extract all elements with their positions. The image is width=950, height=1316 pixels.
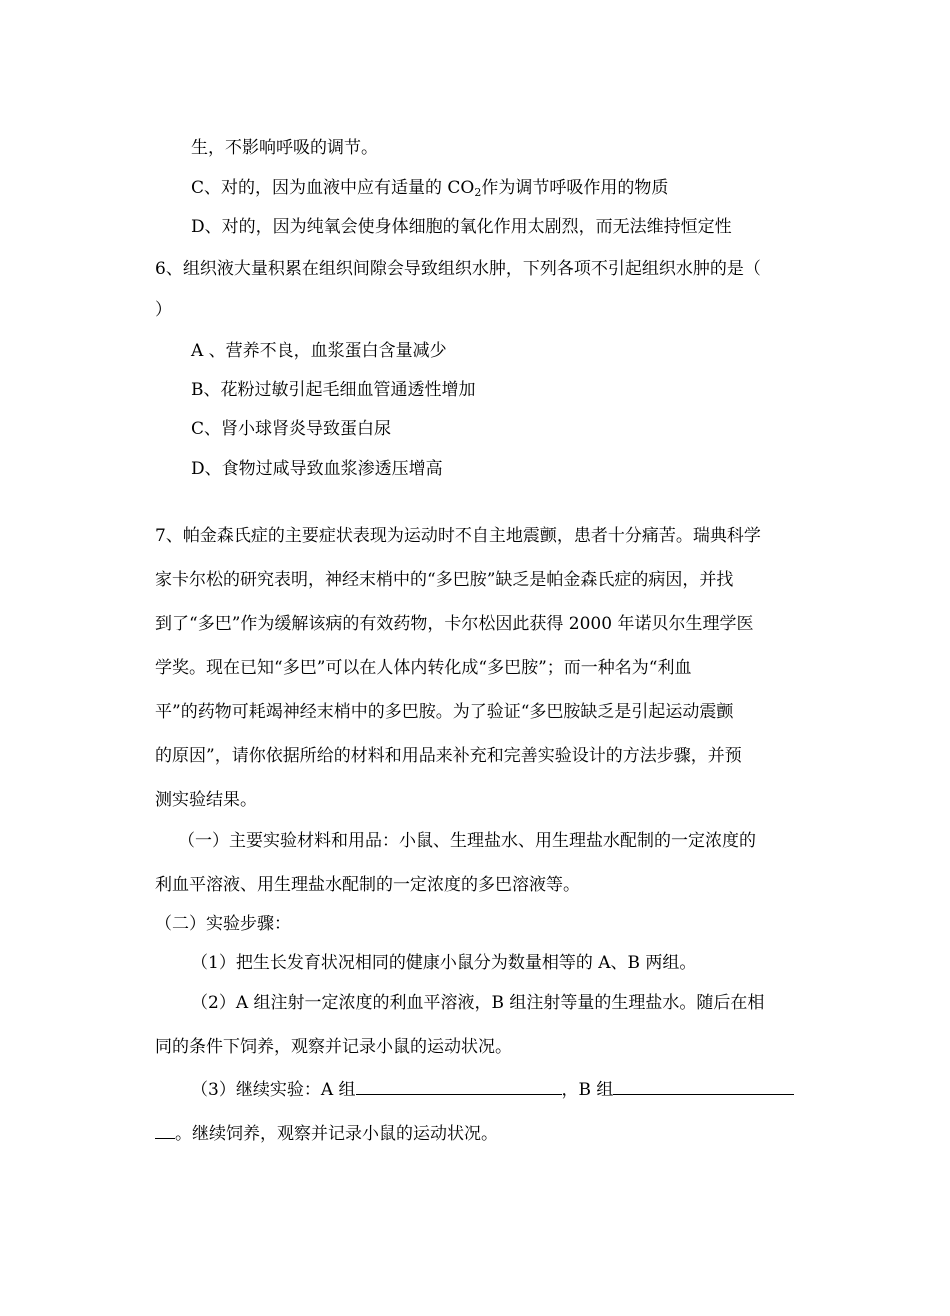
q6-option-d: D、食物过咸导致血浆渗透压增高 (191, 459, 443, 479)
question-7-line-7: 测实验结果。 (155, 790, 257, 810)
q6-option-c: C、肾小球肾炎导致蛋白尿 (191, 419, 392, 439)
question-7-line-1: 7、帕金森氏症的主要症状表现为运动时不自主地震颤，患者十分痛苦。瑞典科学 (155, 526, 761, 546)
blank-b-answer-continued[interactable] (155, 1120, 175, 1139)
option-c (191, 176, 668, 205)
step-2-line-2: 同的条件下饲养，观察并记录小鼠的运动状况。 (155, 1037, 512, 1057)
question-7-line-3: 到了“多巴”作为缓解该病的有效药物，卡尔松因此获得 2000 年诺贝尔生理学医 (155, 614, 754, 634)
question-6-line-2: ） (155, 300, 172, 320)
steps-title: （二）实验步骤： (155, 914, 291, 934)
q6-option-a: A 、营养不良，血浆蛋白含量减少 (191, 341, 447, 361)
step-3-suffix: 。继续饲养，观察并记录小鼠的运动状况。 (175, 1124, 498, 1144)
materials-line-1: （一）主要实验材料和用品：小鼠、生理盐水、用生理盐水配制的一定浓度的 (178, 831, 756, 851)
step-1: （1）把生长发育状况相同的健康小鼠分为数量相等的 A、B 两组。 (191, 953, 697, 973)
question-6-line-1: 6、组织液大量积累在组织间隙会导致组织水肿，下列各项不引起组织水肿的是（ (155, 259, 761, 279)
step-2-line-1: （2）A 组注射一定浓度的利血平溶液，B 组注射等量的生理盐水。随后在相 (191, 993, 765, 1013)
blank-b-answer[interactable] (613, 1076, 794, 1095)
step-3-middle: ，B 组 (561, 1080, 614, 1100)
blank-a-answer[interactable] (356, 1076, 562, 1095)
subscript-2: 2 (474, 186, 482, 199)
question-7-line-6: 的原因”，请你依据所给的材料和用品来补充和完善实验设计的方法步骤，并预 (155, 746, 742, 766)
option-d: D、对的，因为纯氧会使身体细胞的氧化作用太剧烈，而无法维持恒定性 (191, 217, 732, 237)
option-c-text-b: 作为调节呼吸作用的物质 (481, 178, 669, 198)
option-c-text-a: C、对的，因为血液中应有适量的 CO (191, 178, 475, 198)
step-3-line-1 (191, 1076, 794, 1102)
question-7-line-2: 家卡尔松的研究表明，神经末梢中的“多巴胺”缺乏是帕金森氏症的病因，并找 (155, 570, 734, 590)
step-3-prefix: （3）继续实验：A 组 (191, 1080, 356, 1100)
q6-option-b: B、花粉过敏引起毛细血管通透性增加 (191, 380, 476, 400)
question-7-line-5: 平”的药物可耗竭神经末梢中的多巴胺。为了验证“多巴胺缺乏是引起运动震颤 (155, 702, 734, 722)
materials-line-2: 利血平溶液、用生理盐水配制的一定浓度的多巴溶液等。 (155, 875, 580, 895)
step-3-line-2 (155, 1120, 498, 1146)
option-continuation: 生，不影响呼吸的调节。 (191, 138, 378, 158)
question-7-line-4: 学奖。现在已知“多巴”可以在人体内转化成“多巴胺”；而一种名为“利血 (155, 658, 692, 678)
